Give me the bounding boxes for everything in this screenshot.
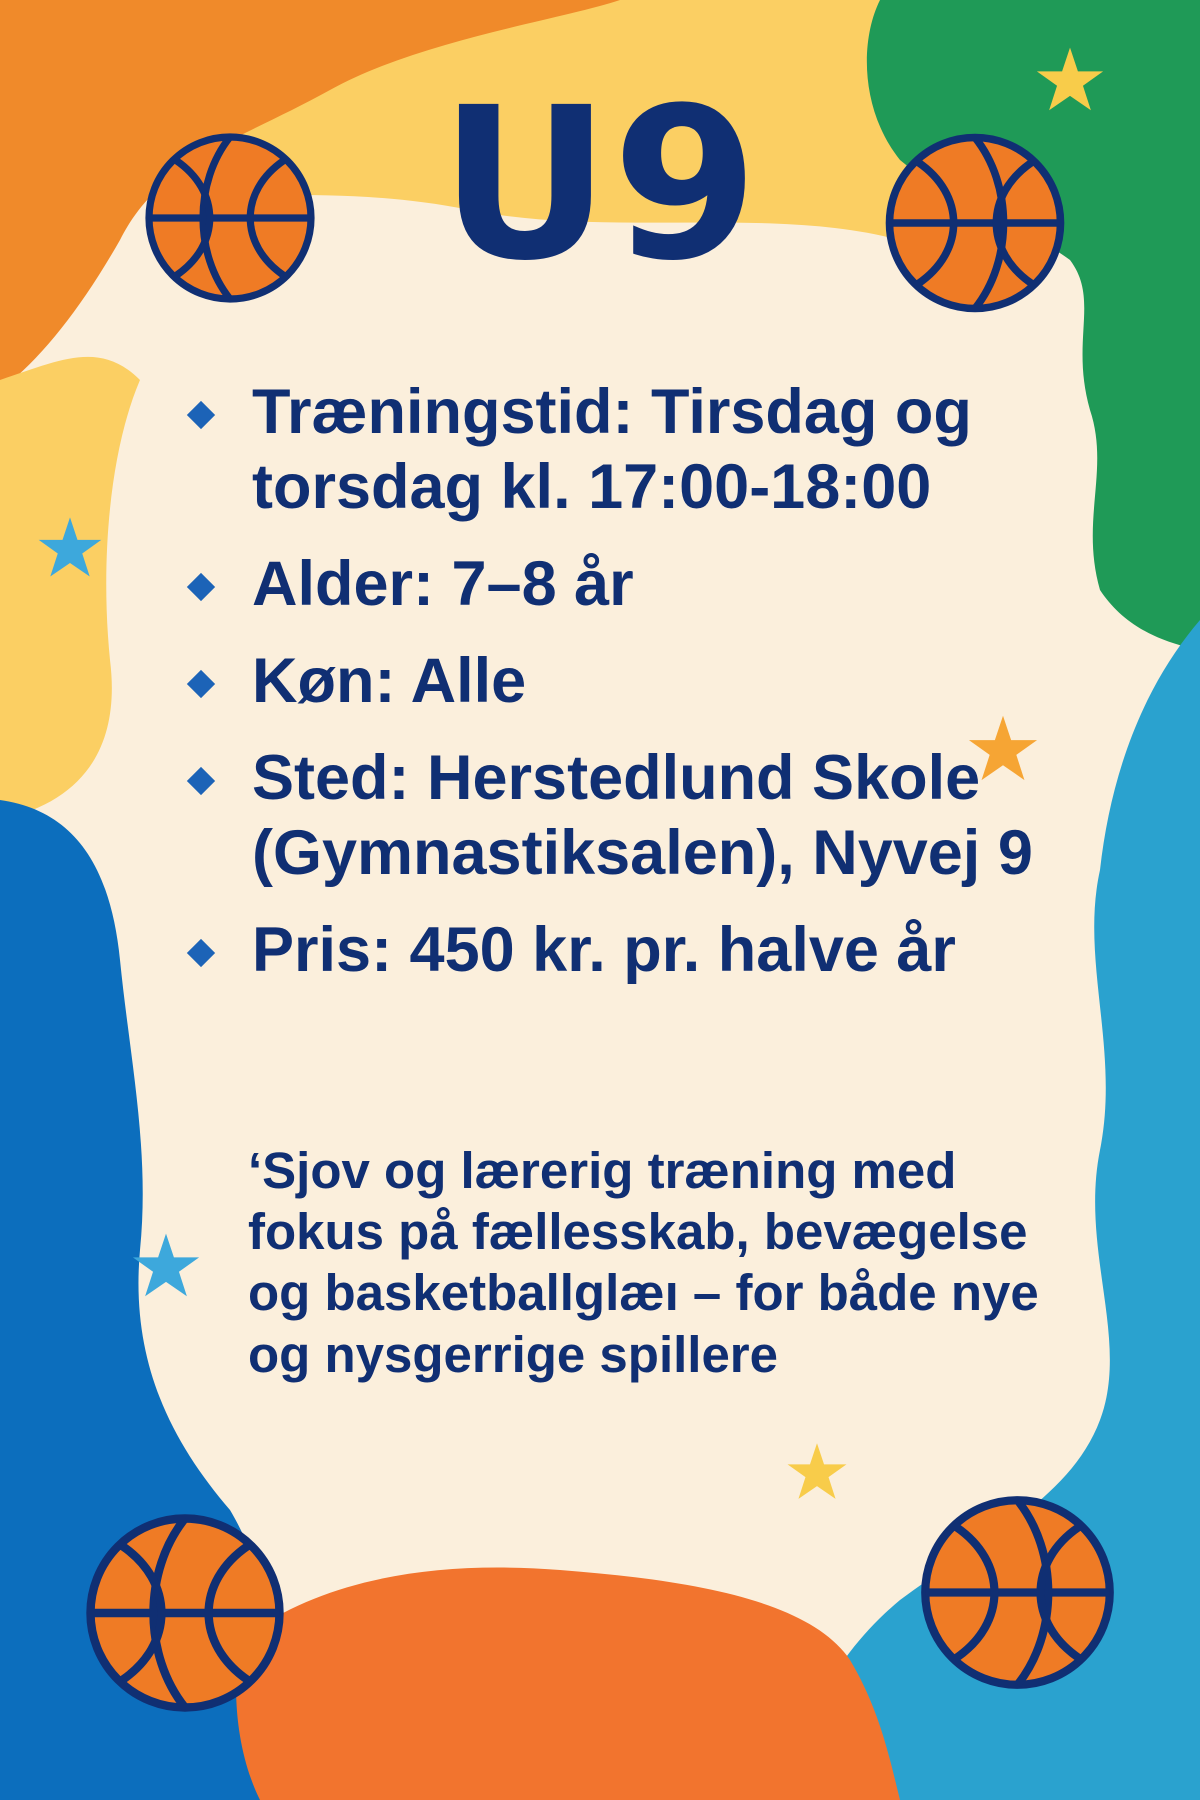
info-text: Køn: Alle	[252, 645, 527, 716]
info-item-location	[185, 741, 1085, 891]
info-item-gender	[185, 644, 1085, 719]
diamond-bullet-icon	[187, 939, 215, 967]
info-item-price	[185, 913, 1085, 988]
info-text: Sted: Herstedlund Skole (Gymnastiksalen), Nyvej 9	[252, 742, 1033, 888]
diamond-bullet-icon	[187, 573, 215, 601]
info-text: Alder: 7–8 år	[252, 548, 634, 619]
basketball-icon	[80, 1508, 290, 1718]
info-item-age	[185, 547, 1085, 622]
diamond-bullet-icon	[187, 670, 215, 698]
info-item-training-time	[185, 375, 1085, 525]
diamond-bullet-icon	[187, 401, 215, 429]
star-icon	[130, 1230, 202, 1302]
poster-title: U9	[439, 62, 761, 307]
info-list	[185, 375, 1085, 1010]
basketball-icon	[915, 1490, 1120, 1695]
info-text: Træningstid: Tirsdag og torsdag kl. 17:00-18:00	[252, 377, 972, 522]
diamond-bullet-icon	[187, 767, 215, 795]
description-text: ‘Sjov og lærerig træning med fokus på fællesskab, bevægelse og basketballglæı – for både nye og nysgerrige spillere	[248, 1142, 1039, 1383]
info-text: Pris: 450 kr. pr. halve år	[252, 914, 956, 985]
star-icon	[785, 1440, 849, 1504]
star-icon	[36, 514, 104, 582]
